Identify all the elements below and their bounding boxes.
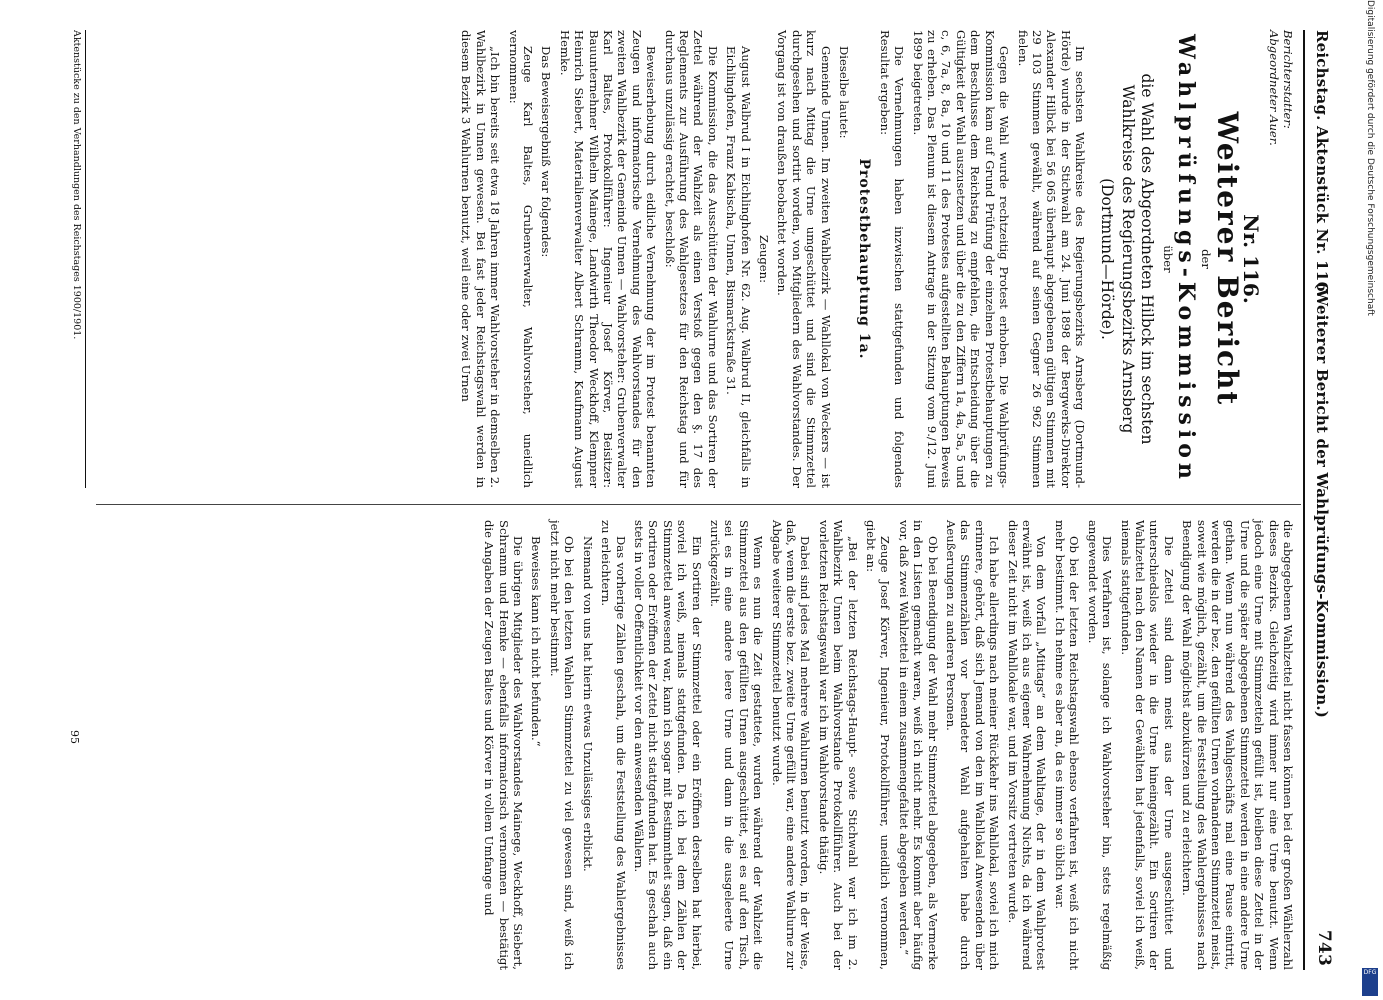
column-divider [96,504,1301,505]
paragraph: Wenn es nun die Zeit gestattete, wurden während der Wahlzeit die Stimmzettel aus den gefüllten Urnen ausgeschüttet, sei es auf den Tisch, sei es in eine andere leere Urne und dann in die ausgeleerte Urne zurückgezählt. [707,520,766,970]
right-column [478,520,1295,970]
sheet-number: 95 [68,730,81,744]
reporter-label: Berichterstatter: [1281,30,1295,129]
title-ueber: über [1160,245,1175,273]
report-subject: die Wahl des Abgeordneten Hilbck im sechsten Wahlkreise des Regierungsbezirks Arnsberg [1119,73,1157,445]
paragraph: „Bei der letzten Reichstags-Haupt- sowie Stichwahl war ich im 2. Wahlbezirk Unnen beim Wahlvorstande Protokollführer. Auch bei der vorletzten Reichstagswahl war ich im Wahlvorstande thätig. [816,520,860,970]
header-left: Reichstag. Aktenstück Nr. 116. [1313,30,1331,298]
witness-label: Zeugen: [757,234,772,284]
paragraph: Gegen die Wahl wurde rechtzeitig Protest erhoben. Die Wahlprüfungs-Kommission kam auf Grund Prüfung der einzelnen Protestbehauptungen zu dem Beschlusse dem Reichstag zu empfehlen, die Entscheidung über die Gültigkeit der Wahl auszusetzen und über die zu den Ziffern 1a, 4a, 5a, 5 und c, 6, 7a, 8, 8a, 10 und 11 des Protestes aufgestellten Behauptungen Beweis zu erheben. Das Plenum ist diesem Antrage in der Sitzung vom 9./12. Juni 1899 beigetreten. [910,30,1012,488]
paragraph: Dabei sind jedes Mal mehrere Wahlurnen benutzt worden, in der Weise, daß, wenn die erste bez. zweite Urne gefüllt war, eine andere Wahlurne zur Abgabe weiterer Stimmzettel benutzt wurde. [769,520,813,970]
paragraph: Zeuge Josef Körver, Ingenieur, Protokollführer, uneidlich vernommen, giebt an: [864,520,893,970]
commission-title: Wahlprüfungs-Kommission [1172,34,1199,484]
paragraph: Niemand von uns hat hierin etwas Unzulässiges erblickt. [580,536,595,872]
paragraph: „Ich bin bereits seit etwa 18 Jahren immer Wahlvorsteher in demselben 2. Wahlbezirk in Unnen gewesen. Bei fast jeder Reichstagswahl werden in diesem Bezirk 3 Wahlurnen benutzt, weil eine oder zwei Urnen [459,30,503,488]
dfg-logo: DFG [1362,968,1378,996]
page-number: 743 [1314,929,1334,966]
document-number: Nr. 116. [1239,214,1264,304]
header-center: (Weiterer Bericht der Wahlprüfungs-Kommission.) [1313,281,1331,719]
paragraph: Gemeinde Unnen. Im zweiten Wahlbezirk — Wahllokal von Weckers — ist kurz nach Mittag die Urne umgeschüttet und sind die Stimmzettel durchgesehen und sortirt worden, von Mitgliedern des Wahlvorstandes. Der Vorgang ist von draußen beobachtet worden. [775,30,833,488]
paragraph: Im sechsten Wahlkreise des Regierungsbezirks Arnsberg (Dortmund-Hörde) wurde in der Stichwahl am 24. Juni 1898 der Bergwerks-Direktor Alexander Hilbck bei 56 065 überhaupt abgegebenen gültigen Stimmen mit 29 103 Stimmen gewählt, während auf seinen Gegner 26 962 Stimmen fielen. [1015,30,1088,488]
paragraph: Ob bei der letzten Reichstagswahl ebenso verfahren ist, weiß ich nicht mehr bestimmt. Ich nehme es aber an, da es immer so üblich war. [1052,520,1082,970]
paragraph: Beweiserhebung durch eidliche Vernehmung der im Protest benannten Zeugen und informatorische Vernehmung des Wahlvorstandes für den zweiten Wahlbezirk der Gemeinde Unnen — Wahlvorsteher: Grubenverwalter Karl Baltes, Protokollführer: Ingenieur Josef Körver, Beisitzer: Bauunternehmer Wilhelm Mainege, Landwirth Theodor Weckhoff, Klempner Heinrich Siebert, Materialienverwalter Albert Schramm, Kaufmann August Hemke. [557,30,659,488]
paragraph: Ich habe allerdings nach meiner Rückkehr ins Wahllokal, soviel ich mich erinnere, gehört, daß sich Jemand von den im Wahllokal Anwesenden über das Stimmenzählen vor beendeter Wahl aufgehalten habe durch Aeußerungen zu anderen Personen. [944,520,1002,970]
document-sheet [56,30,1334,970]
margin-credit [1360,0,1380,1000]
paragraph: Dies Verfahren ist, solange ich Wahlvorsteher bin, stets regelmäßig angewendet worden. [1085,520,1115,970]
paragraph: Dieselbe lautet: [837,46,852,139]
left-column [455,30,1295,488]
witness-list: August Walbrud I in Eichlinghofen Nr. 62. Aug. Walbrud II, gleichfalls in Eichlinghofen, Franz Kabischa, Unnen, Bismarckstraße 31. [724,46,753,488]
paragraph: Beweises kann ich nicht befunden.“ [529,536,544,747]
paragraph: Zeuge Karl Baltes, Grubenverwalter, Wahlvorsteher, uneidlich vernommen: [506,30,535,488]
paragraph: Die Zettel sind dann meist aus der Urne ausgeschüttet und unterschiedslos wieder in die Urne hineingezählt. Ein Sortiren der Wahlzettel nach den Namen der Gewählten hat jedenfalls, soviel ich weiß, niemals stattgefunden. [1118,520,1176,970]
paragraph: Ob bei Beendigung der Wahl mehr Stimmzettel abgegeben, als Vermerke in den Listen gemacht waren, weiß ich nicht mehr. Es kommt aber häufig vor, daß zwei Wahlzettel in einem zusammengefaltet abgegeben werden.“ [896,520,940,970]
paragraph: Das Beweisergebniß war folgendes: [539,46,554,258]
reporter-name: Abgeordneter Auer. [1266,30,1281,146]
paragraph: Die Vernehmungen haben inzwischen stattgefunden und folgendes Resultat ergeben: [877,30,907,488]
paragraph: Das vorherige Zählen geschah, um die Feststellung des Wahlergebnisses zu erleichtern. [599,520,628,970]
paragraph: Ein Sortiren der Stimmzettel oder ein Eröffnen derselben hat hierbei, soviel ich weiß, niemals stattgefunden. Da ich bei dem Zählen der Stimmzettel anwesend war, kann ich sogar mit Bestimmtheit sagen, daß ein Sortiren oder Eröffnen der Zettel nicht stattgefunden hat. Es geschah auch stets in voller Oeffentlichkeit vor den anwesenden Wählern. [631,520,704,970]
paragraph: Ob bei den letzten Wahlen Stimmzettel zu viel gewesen sind, weiß ich jetzt nicht mehr bestimmt. [547,520,577,970]
paragraph: die abgegebenen Wahlzettel nicht fassen können bei der großen Wählerzahl dieses Bezirks. Gleichzeitig wird immer nur eine Urne benutzt. Wenn jedoch eine Urne mit Stimmzetteln gefüllt ist, bleiben diese Zettel in der Urne und die später abgegebenen Stimmzettel werden in eine andere Urne gethan. Wenn nun während des Wahlgeschäfts mal eine Pause eintritt, werden die in der bez. den gefüllten Urnen vorhandenen Stimmzettel meist, soweit wie möglich, gezählt, um die Feststellung des Wahlergebnisses nach Beendigung der Wahl möglichst abzukürzen und zu erleichtern. [1180,520,1295,970]
paragraph: Die Kommission, die das Ausschütten der Wahlurne und das Sortiren der Zettel während der Wahlzeit als einen Verstoß gegen den §. 17 des Reglements zur Ausführung des Wahlgesetzes für den Reichstag und für durchaus unzulässig erachtet, beschloß: [662,30,720,488]
report-subject-paren: (Dortmund—Hörde). [1098,178,1117,340]
credit-text: Digitalisierung gefördert durch die Deutsche Forschungsgemeinschaft [1365,0,1375,316]
paragraph: Von dem Vorfall „Mittags“ an dem Wahltage, der in dem Wahlprotest erwähnt ist, weiß ich aus eigener Wahrnehmung Nichts, da ich während dieser Zeit nicht im Wahllokale war, und im Vorsitz vertreten wurde. [1005,520,1049,970]
report-title: Weiterer Bericht [1210,111,1244,407]
section-heading: Protestbehauptung 1a. [856,158,873,360]
header-rule [1303,30,1305,970]
footnote-text: Aktenstücke zu den Verhandlungen des Reichstages 1900/1901. [71,30,82,340]
paragraph: Die übrigen Mitglieder des Wahlvorstandes Mainege, Weckhoff, Siebert, Schramm und Hemke — ebenfalls informatorisch vernommen — bestätigt die Angaben der Zeugen Baltes und Körver in vollem Umfange und [482,520,526,970]
title-der: der [1199,249,1214,269]
footnote [69,30,86,488]
running-header [1307,30,1334,970]
